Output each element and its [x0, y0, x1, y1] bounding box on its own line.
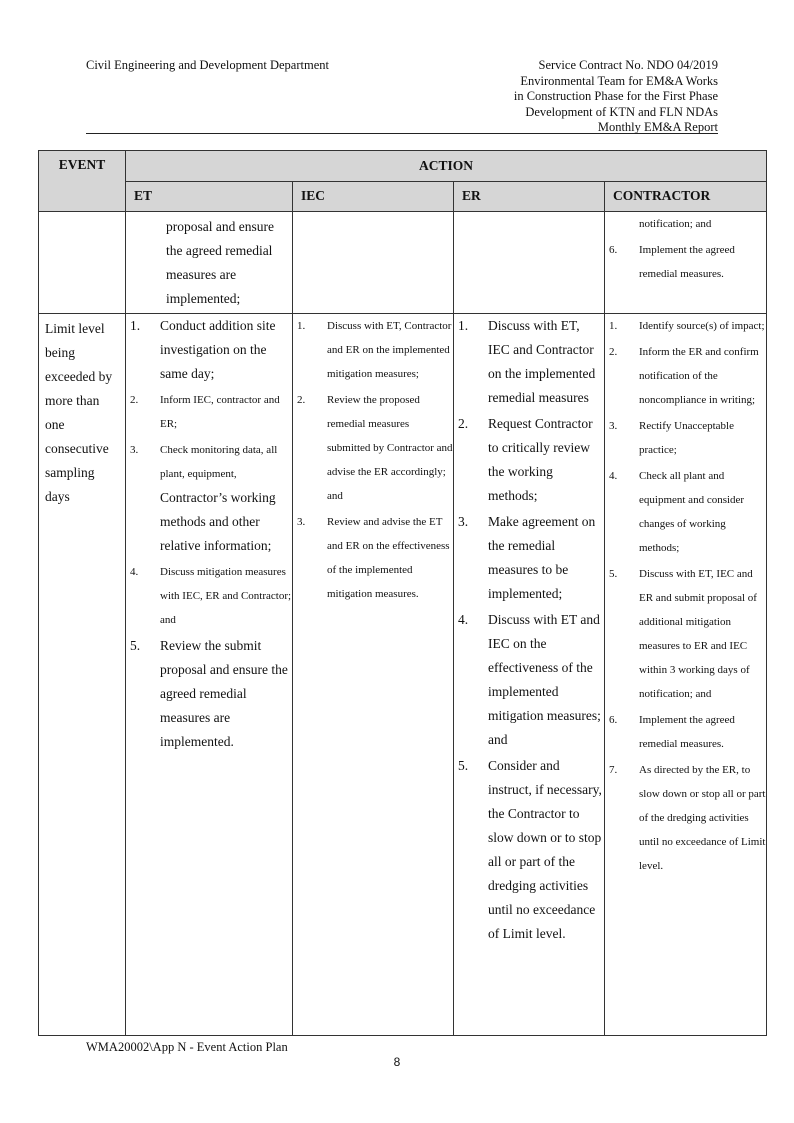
- event-action-table: [38, 150, 767, 1036]
- text-line: implemented;: [166, 291, 241, 306]
- text-line: measures are: [166, 267, 237, 282]
- list-item: notification; and: [639, 218, 712, 230]
- er-cell: [454, 314, 605, 1036]
- text-line: proposal and ensure: [166, 219, 274, 234]
- contract-line: in Construction Phase for the First Phase: [513, 89, 718, 103]
- et-cell: [126, 314, 293, 1036]
- list-item: 3. Review and advise the ET and ER on the effectiveness of the implemented mitigation measures.: [297, 516, 450, 600]
- column-header-iec: IEC: [293, 181, 454, 212]
- list-item: 1. Discuss with ET, Contractor and ER on the implemented mitigation measures;: [297, 320, 452, 380]
- list-item: 3. Make agreement on the remedial measures to be implemented;: [458, 514, 596, 601]
- contractor-cell: [605, 314, 767, 1036]
- list-item: 1. Conduct addition site investigation on the same day;: [130, 318, 276, 381]
- event-cell: [39, 314, 126, 1036]
- list-item: 6. Implement the agreed remedial measures.: [609, 714, 735, 750]
- column-header-et: ET: [126, 181, 293, 212]
- list-item: 3. Check monitoring data, all plant, equipment, Contractor’s working methods and other relative information;: [130, 444, 278, 553]
- action-header: ACTION: [126, 151, 767, 182]
- list-item: 5. Consider and instruct, if necessary, the Contractor to slow down or to stop all or part of the dredging activities until no exceedance of Limit level.: [458, 758, 602, 941]
- list-item: 2. Inform the ER and confirm notification of the noncompliance in writing;: [609, 346, 759, 406]
- list-item: 2. Inform IEC, contractor and ER;: [130, 394, 280, 430]
- list-item: 4. Check all plant and equipment and consider changes of working methods;: [609, 470, 745, 554]
- continued-row: [39, 212, 767, 314]
- list-item: 5. Review the submit proposal and ensure the agreed remedial measures are implemented.: [130, 638, 288, 749]
- er-cell: [454, 212, 605, 314]
- column-header-er: ER: [454, 181, 605, 212]
- text-line: the agreed remedial: [166, 243, 273, 258]
- event-header: EVENT: [39, 151, 126, 212]
- department-name: Civil Engineering and Development Department: [86, 58, 329, 72]
- list-item: 1. Identify source(s) of impact;: [609, 320, 765, 332]
- list-item: 1. Discuss with ET, IEC and Contractor on the implemented remedial measures: [458, 318, 596, 405]
- limit-level-row: [39, 314, 767, 1036]
- event-cell: [39, 212, 126, 314]
- column-header-contractor: CONTRACTOR: [605, 181, 767, 212]
- contract-info: [514, 58, 718, 136]
- event-description: Limit level being exceeded by more than one consecutive sampling days: [45, 321, 113, 504]
- list-item: 7. As directed by the ER, to slow down or stop all or part of the dredging activities until no exceedance of Limit level.: [609, 764, 766, 872]
- contractor-cell: [605, 212, 767, 314]
- list-item: 4. Discuss mitigation measures with IEC, ER and Contractor; and: [130, 566, 292, 626]
- contract-line: Monthly EM&A Report: [597, 120, 718, 134]
- document-reference: WMA20002\App N - Event Action Plan: [86, 1040, 288, 1054]
- iec-cell: [293, 314, 454, 1036]
- page-number: 8: [393, 1055, 401, 1069]
- header-divider: [86, 133, 718, 134]
- contract-line: Development of KTN and FLN NDAs: [525, 104, 718, 119]
- list-item: 3. Rectify Unacceptable practice;: [609, 420, 734, 456]
- iec-cell: [293, 212, 454, 314]
- contract-line: Environmental Team for EM&A Works: [520, 73, 718, 88]
- list-item: 6. Implement the agreed remedial measures.: [609, 244, 735, 280]
- list-item: 2. Review the proposed remedial measures submitted by Contractor and advise the ER accordingly; and: [297, 394, 453, 502]
- contract-line: Service Contract No. NDO 04/2019: [538, 58, 718, 72]
- list-item: 2. Request Contractor to critically review the working methods;: [458, 416, 593, 503]
- et-cell: [126, 212, 293, 314]
- list-item: 5. Discuss with ET, IEC and ER and submit proposal of additional mitigation measures to ER and IEC within 3 working days of notification; and: [609, 568, 757, 700]
- list-item: 4. Discuss with ET and IEC on the effectiveness of the implemented mitigation measures; and: [458, 612, 601, 747]
